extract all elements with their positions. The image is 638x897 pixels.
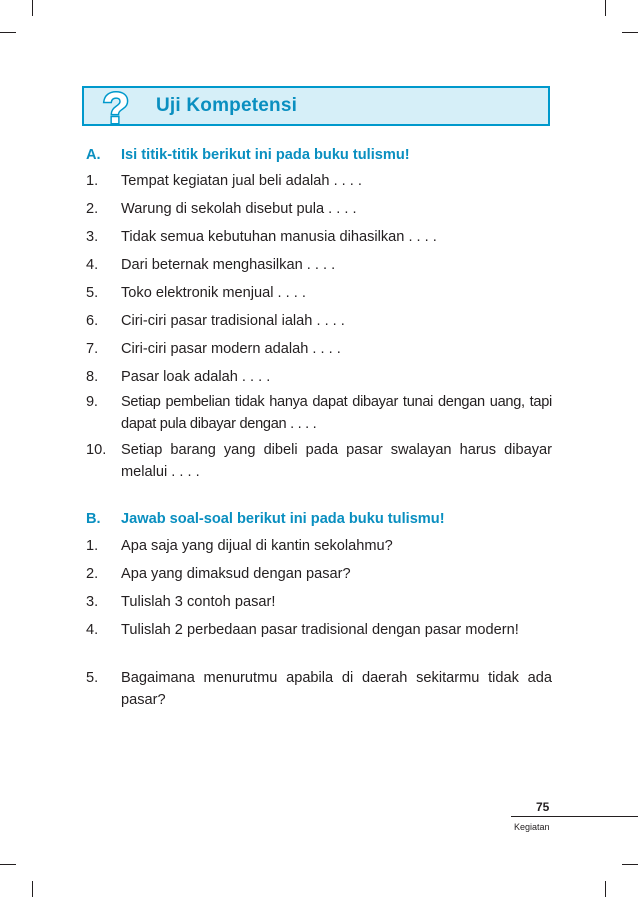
section-b-instruction: Jawab soal-soal berikut ini pada buku tulismu! (121, 511, 445, 527)
item-number: 4. (86, 622, 99, 638)
item-number: 9. (86, 394, 98, 410)
item-text: Tulislah 3 contoh pasar! (121, 594, 276, 610)
item-number: 1. (86, 538, 99, 554)
list-item (86, 619, 552, 641)
chapter-label: Kegiatan (514, 822, 550, 832)
list-item (86, 170, 552, 192)
crop-mark (0, 864, 16, 865)
item-number: 3. (86, 229, 99, 245)
list-item (86, 391, 552, 435)
item-text: Ciri-ciri pasar modern adalah . . . . (121, 341, 341, 357)
list-item (86, 254, 552, 276)
section-b-letter: B. (86, 511, 101, 527)
list-item (86, 591, 552, 613)
crop-mark (622, 864, 638, 865)
list-item (86, 310, 552, 332)
crop-mark (622, 32, 638, 33)
item-text: Bagaimana menurutmu apabila di daerah sekitarmu tidak ada pasar? (121, 670, 552, 708)
item-number: 2. (86, 566, 99, 582)
item-text: Setiap pembelian tidak hanya dapat dibayar tunai dengan uang, tapi dapat pula dibayar dengan . . . . (121, 394, 552, 432)
item-text: Warung di sekolah disebut pula . . . . (121, 201, 357, 217)
item-text: Apa saja yang dijual di kantin sekolahmu? (121, 538, 393, 554)
item-number: 6. (86, 313, 99, 329)
item-text: Tempat kegiatan jual beli adalah . . . . (121, 173, 362, 189)
section-a-title (86, 147, 410, 163)
svg-text:?: ? (102, 86, 130, 128)
section-a-letter: A. (86, 147, 101, 163)
item-number: 10. (86, 442, 107, 458)
item-number: 8. (86, 369, 99, 385)
list-item (86, 366, 552, 388)
list-item (86, 198, 552, 220)
list-item (86, 338, 552, 360)
item-text: Toko elektronik menjual . . . . (121, 285, 306, 301)
item-text: Apa yang dimaksud dengan pasar? (121, 566, 351, 582)
list-item (86, 535, 552, 557)
section-b-title (86, 511, 445, 527)
item-number: 4. (86, 257, 99, 273)
item-number: 1. (86, 173, 99, 189)
item-text: Dari beternak menghasilkan . . . . (121, 257, 336, 273)
crop-mark (32, 881, 33, 897)
crop-mark (32, 0, 33, 16)
footer-divider (511, 816, 638, 817)
crop-mark (0, 32, 16, 33)
section-a-instruction: Isi titik-titik berikut ini pada buku tulismu! (121, 147, 410, 163)
item-text: Setiap barang yang dibeli pada pasar swalayan harus dibayar melalui . . . . (121, 442, 552, 480)
item-number: 3. (86, 594, 99, 610)
item-text: Ciri-ciri pasar tradisional ialah . . . . (121, 313, 345, 329)
item-number: 2. (86, 201, 99, 217)
item-text: Pasar loak adalah . . . . (121, 369, 271, 385)
list-item (86, 226, 552, 248)
crop-mark (605, 0, 606, 16)
item-text: Tidak semua kebutuhan manusia dihasilkan . . . . (121, 229, 437, 245)
item-number: 7. (86, 341, 99, 357)
page-title: Uji Kompetensi (156, 95, 298, 116)
list-item (86, 439, 552, 483)
item-number: 5. (86, 670, 99, 686)
question-mark-icon (96, 86, 136, 128)
crop-mark (605, 881, 606, 897)
list-item (86, 563, 552, 585)
item-text: Tulislah 2 perbedaan pasar tradisional dengan pasar modern! (121, 622, 519, 638)
list-item (86, 667, 552, 711)
page-number: 75 (536, 800, 550, 814)
section-header-box (82, 86, 550, 126)
item-number: 5. (86, 285, 99, 301)
list-item (86, 282, 552, 304)
